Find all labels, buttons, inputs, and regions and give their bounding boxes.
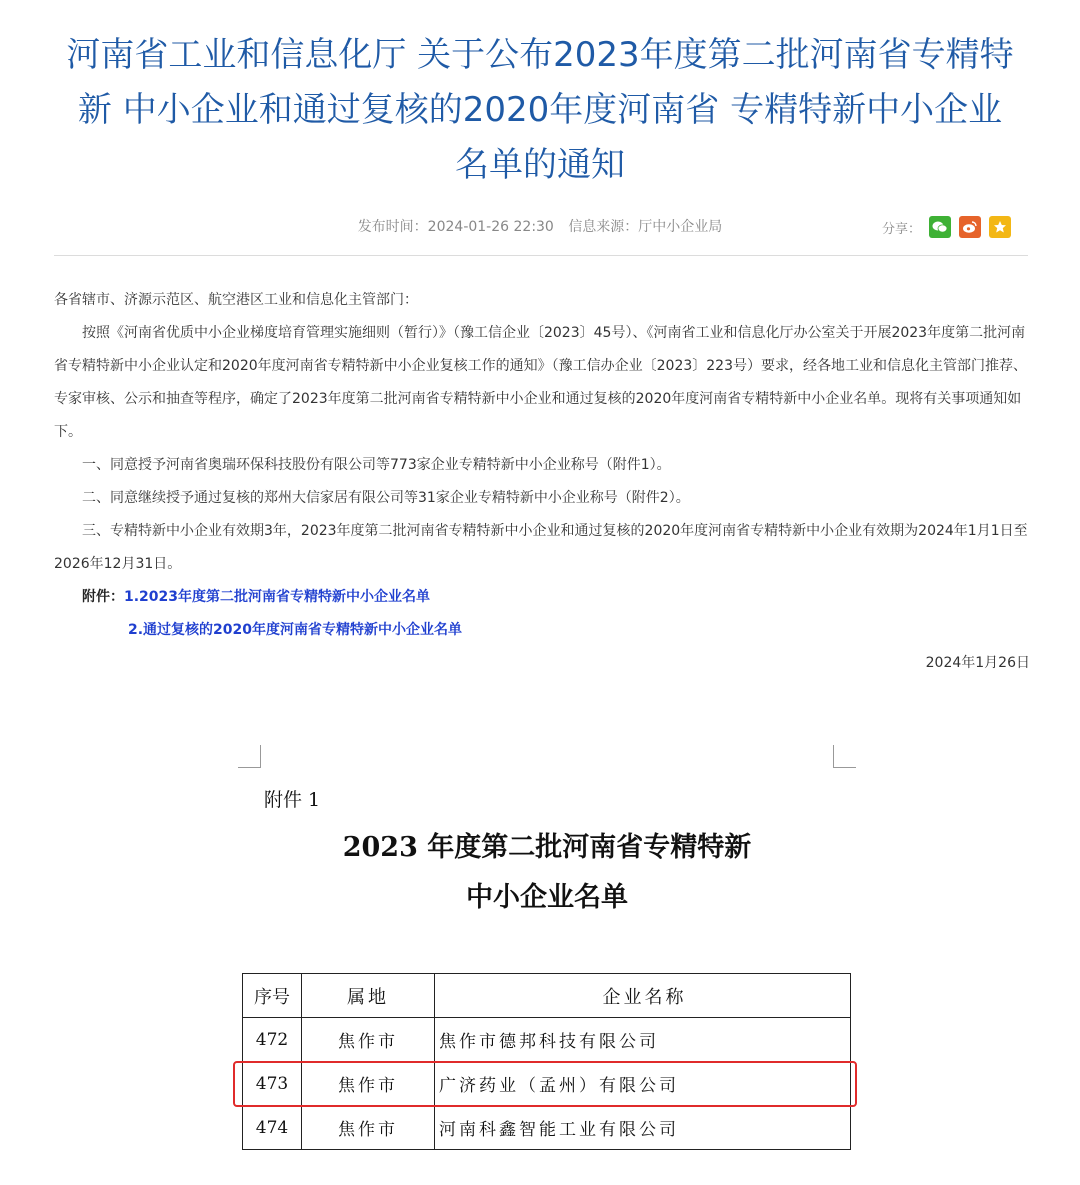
row-no: 472 bbox=[243, 1018, 302, 1062]
weibo-icon[interactable] bbox=[959, 216, 981, 238]
wechat-icon[interactable] bbox=[929, 216, 951, 238]
attachments bbox=[54, 581, 1030, 614]
share-label: 分享： bbox=[882, 221, 922, 237]
row-city: 焦作市 bbox=[302, 1106, 435, 1150]
row-company: 广济药业（孟州）有限公司 bbox=[435, 1062, 851, 1106]
publish-time: 发布时间：2024-01-26 22:30 bbox=[357, 219, 554, 235]
scan-title bbox=[238, 823, 856, 923]
table-row bbox=[243, 1106, 851, 1150]
row-city: 焦作市 bbox=[302, 1018, 435, 1062]
row-city: 焦作市 bbox=[302, 1062, 435, 1106]
table-row bbox=[243, 1018, 851, 1062]
scan-title-line-2: 中小企业名单 bbox=[466, 882, 628, 913]
attachments-label: 附件： bbox=[82, 589, 124, 605]
item-1: 一、同意授予河南省奥瑞环保科技股份有限公司等773家企业专精特新中小企业称号（附件1）。 bbox=[82, 457, 671, 473]
paragraph-1: 按照《河南省优质中小企业梯度培育管理实施细则（暂行）》（豫工信企业〔2023〕45号）、《河南省工业和信息化厅办公室关于开展2023年度第二批河南省专精特新中小企业认定和2020年度河南省专精特新中小企业复核工作的通知》（豫工信办企业〔2023〕223号）要求，经各地工业和信息化主管部门推荐、专家审核、公示和抽查等程序，确定了2023年度第二批河南省专精特新中小企业和通过复核的2020年度河南省专精特新中小企业名单。现将有关事项通知如下。 bbox=[54, 325, 1027, 440]
title-line-1: 河南省工业和信息化厅 关于公布2023年度第二批河南省专精特 bbox=[66, 35, 1014, 75]
row-company: 河南科鑫智能工业有限公司 bbox=[435, 1106, 851, 1150]
row-company: 焦作市德邦科技有限公司 bbox=[435, 1018, 851, 1062]
item-2: 二、同意继续授予通过复核的郑州大信家居有限公司等31家企业专精特新中小企业称号（附件2）。 bbox=[82, 490, 690, 506]
info-source: 信息来源：厅中小企业局 bbox=[568, 219, 723, 235]
share-bar bbox=[882, 214, 1011, 240]
row-no: 473 bbox=[243, 1062, 302, 1106]
star-icon[interactable] bbox=[989, 216, 1011, 238]
title-line-2: 新 中小企业和通过复核的2020年度河南省 专精特新中小企业 bbox=[77, 90, 1003, 130]
title-line-3: 名单的通知 bbox=[455, 145, 625, 185]
attachment-1-link[interactable]: 1.2023年度第二批河南省专精特新中小企业名单 bbox=[124, 589, 431, 605]
scan-title-line-1: 2023 年度第二批河南省专精特新 bbox=[342, 832, 752, 863]
divider bbox=[54, 255, 1028, 256]
crop-mark-left bbox=[238, 745, 261, 768]
table-header-row bbox=[243, 974, 851, 1018]
header-no: 序号 bbox=[243, 974, 302, 1018]
scan-attachment-label: 附件 1 bbox=[264, 789, 321, 811]
item-3: 三、专精特新中小企业有效期3年，2023年度第二批河南省专精特新中小企业和通过复核的2020年度河南省专精特新中小企业有效期为2024年1月1日至2026年12月31日。 bbox=[54, 523, 1028, 572]
article-body bbox=[54, 284, 1030, 680]
attachment-2-link[interactable]: 2.通过复核的2020年度河南省专精特新中小企业名单 bbox=[128, 622, 463, 638]
header-city: 属地 bbox=[302, 974, 435, 1018]
attachment-scan-image bbox=[238, 745, 856, 1185]
highlight-box bbox=[233, 1061, 857, 1107]
attachment-2-row bbox=[54, 614, 1030, 647]
row-no: 474 bbox=[243, 1106, 302, 1150]
crop-mark-right bbox=[833, 745, 856, 768]
article-title bbox=[40, 28, 1040, 193]
header-company: 企业名称 bbox=[435, 974, 851, 1018]
salutation: 各省辖市、济源示范区、航空港区工业和信息化主管部门： bbox=[54, 292, 418, 308]
document-date: 2024年1月26日 bbox=[925, 655, 1030, 671]
